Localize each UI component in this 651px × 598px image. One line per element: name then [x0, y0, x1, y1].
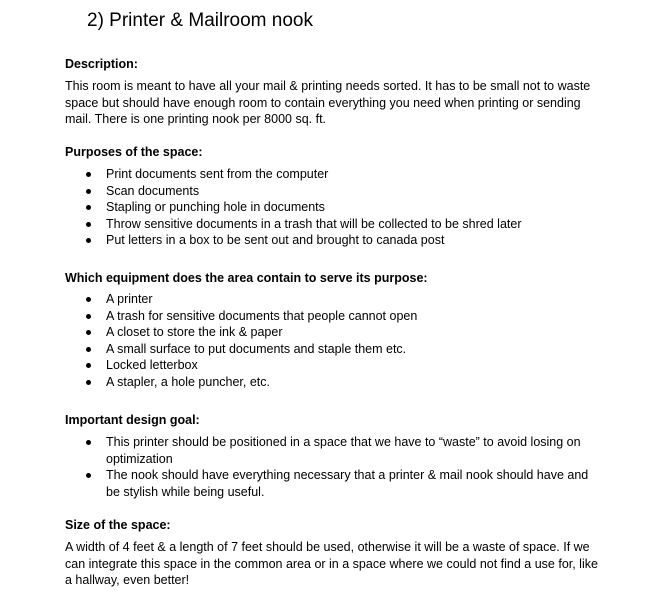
purposes-heading: Purposes of the space: [65, 145, 203, 159]
bullet-icon [86, 473, 91, 478]
page-title: 2) Printer & Mailroom nook [87, 10, 313, 31]
list-item: Scan documents [0, 183, 522, 200]
bullet-icon [86, 297, 91, 302]
bullet-icon [86, 347, 91, 352]
purposes-list [0, 166, 522, 249]
design-goal-list [0, 434, 596, 500]
bullet-icon [86, 380, 91, 385]
bullet-icon [86, 330, 91, 335]
list-item: The nook should have everything necessary that a printer & mail nook should have and be stylish while being useful. [0, 467, 596, 500]
bullet-icon [86, 314, 91, 319]
bullet-icon [86, 172, 91, 177]
description-text: This room is meant to have all your mail & printing needs sorted. It has to be small not to waste space but should have enough room to contain everything you need when printing or sending mail. There is one printing nook per 8000 sq. ft. [65, 79, 591, 126]
list-item: Locked letterbox [0, 357, 417, 374]
list-item: A closet to store the ink & paper [0, 324, 417, 341]
list-item: Throw sensitive documents in a trash that will be collected to be shred later [0, 216, 522, 233]
list-item: A small surface to put documents and staple them etc. [0, 341, 417, 358]
list-item: A trash for sensitive documents that people cannot open [0, 308, 417, 325]
bullet-icon [86, 189, 91, 194]
list-item: Stapling or punching hole in documents [0, 199, 522, 216]
list-item: Print documents sent from the computer [0, 166, 522, 183]
bullet-icon [86, 222, 91, 227]
equipment-heading: Which equipment does the area contain to serve its purpose: [65, 271, 428, 285]
bullet-icon [86, 205, 91, 210]
size-heading: Size of the space: [65, 518, 171, 532]
bullet-icon [86, 440, 91, 445]
design-goal-heading: Important design goal: [65, 413, 200, 427]
equipment-list [0, 291, 417, 391]
bullet-icon [86, 363, 91, 368]
size-text: A width of 4 feet & a length of 7 feet should be used, otherwise it will be a waste of space. If we can integrate this space in the common area or in a space where we could not find a use for, like a hallway, even better! [65, 540, 598, 587]
list-item: Put letters in a box to be sent out and brought to canada post [0, 232, 522, 249]
bullet-icon [86, 238, 91, 243]
list-item: A printer [0, 291, 417, 308]
list-item: A stapler, a hole puncher, etc. [0, 374, 417, 391]
list-item: This printer should be positioned in a space that we have to “waste” to avoid losing on optimization [0, 434, 596, 467]
description-heading: Description: [65, 57, 138, 71]
